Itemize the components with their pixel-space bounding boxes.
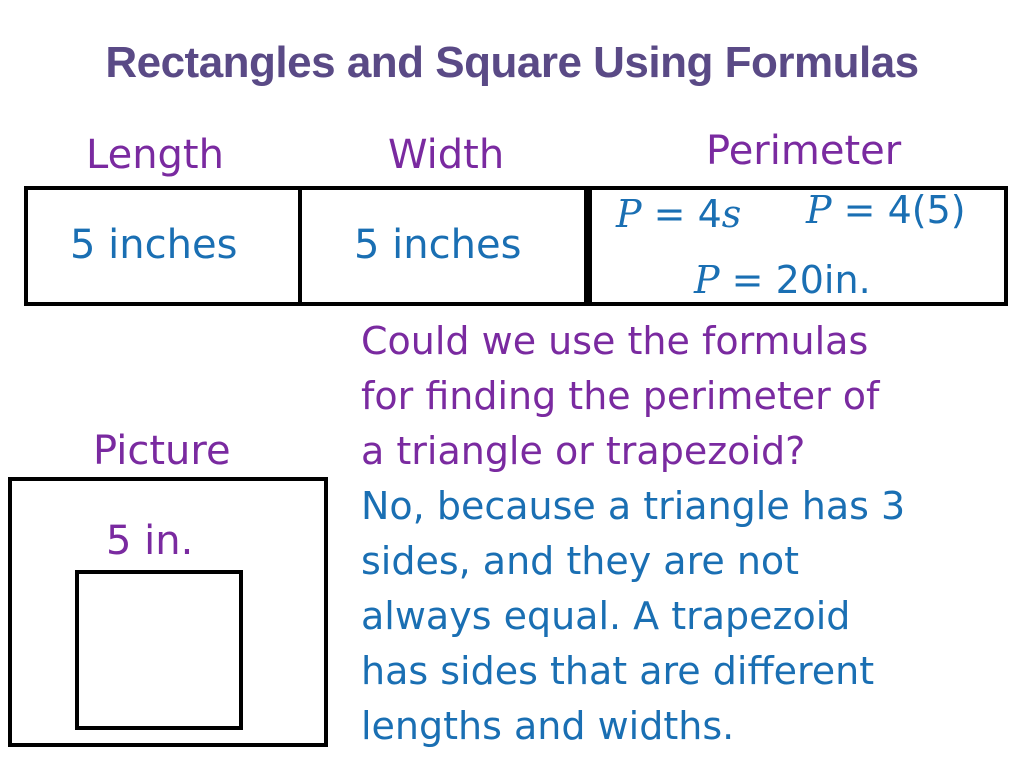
question-line: Could we use the formulas (361, 319, 869, 363)
answer-line: No, because a triangle has 3 (361, 484, 906, 528)
page-title: Rectangles and Square Using Formulas (105, 38, 919, 87)
question-line: a triangle or trapezoid? (361, 429, 806, 473)
answer-line: lengths and widths. (361, 704, 735, 748)
header-width: Width (388, 132, 505, 178)
header-length: Length (86, 132, 224, 178)
answer-line: has sides that are different (361, 649, 875, 693)
square-shape (75, 570, 243, 730)
question-line: for finding the perimeter of (361, 374, 880, 418)
answer-line: sides, and they are not (361, 539, 800, 583)
header-picture: Picture (93, 428, 231, 474)
width-value: 5 inches (354, 222, 522, 268)
question-text (361, 314, 879, 479)
header-perimeter: Perimeter (706, 128, 902, 174)
formula-substituted: P = 4(5) (806, 188, 966, 232)
answer-line: always equal. A trapezoid (361, 594, 851, 638)
formula-general: P = 4s (616, 192, 742, 236)
side-label: 5 in. (106, 518, 194, 564)
length-value: 5 inches (70, 222, 238, 268)
formula-result: P = 20in. (694, 258, 871, 302)
answer-text (361, 479, 905, 754)
